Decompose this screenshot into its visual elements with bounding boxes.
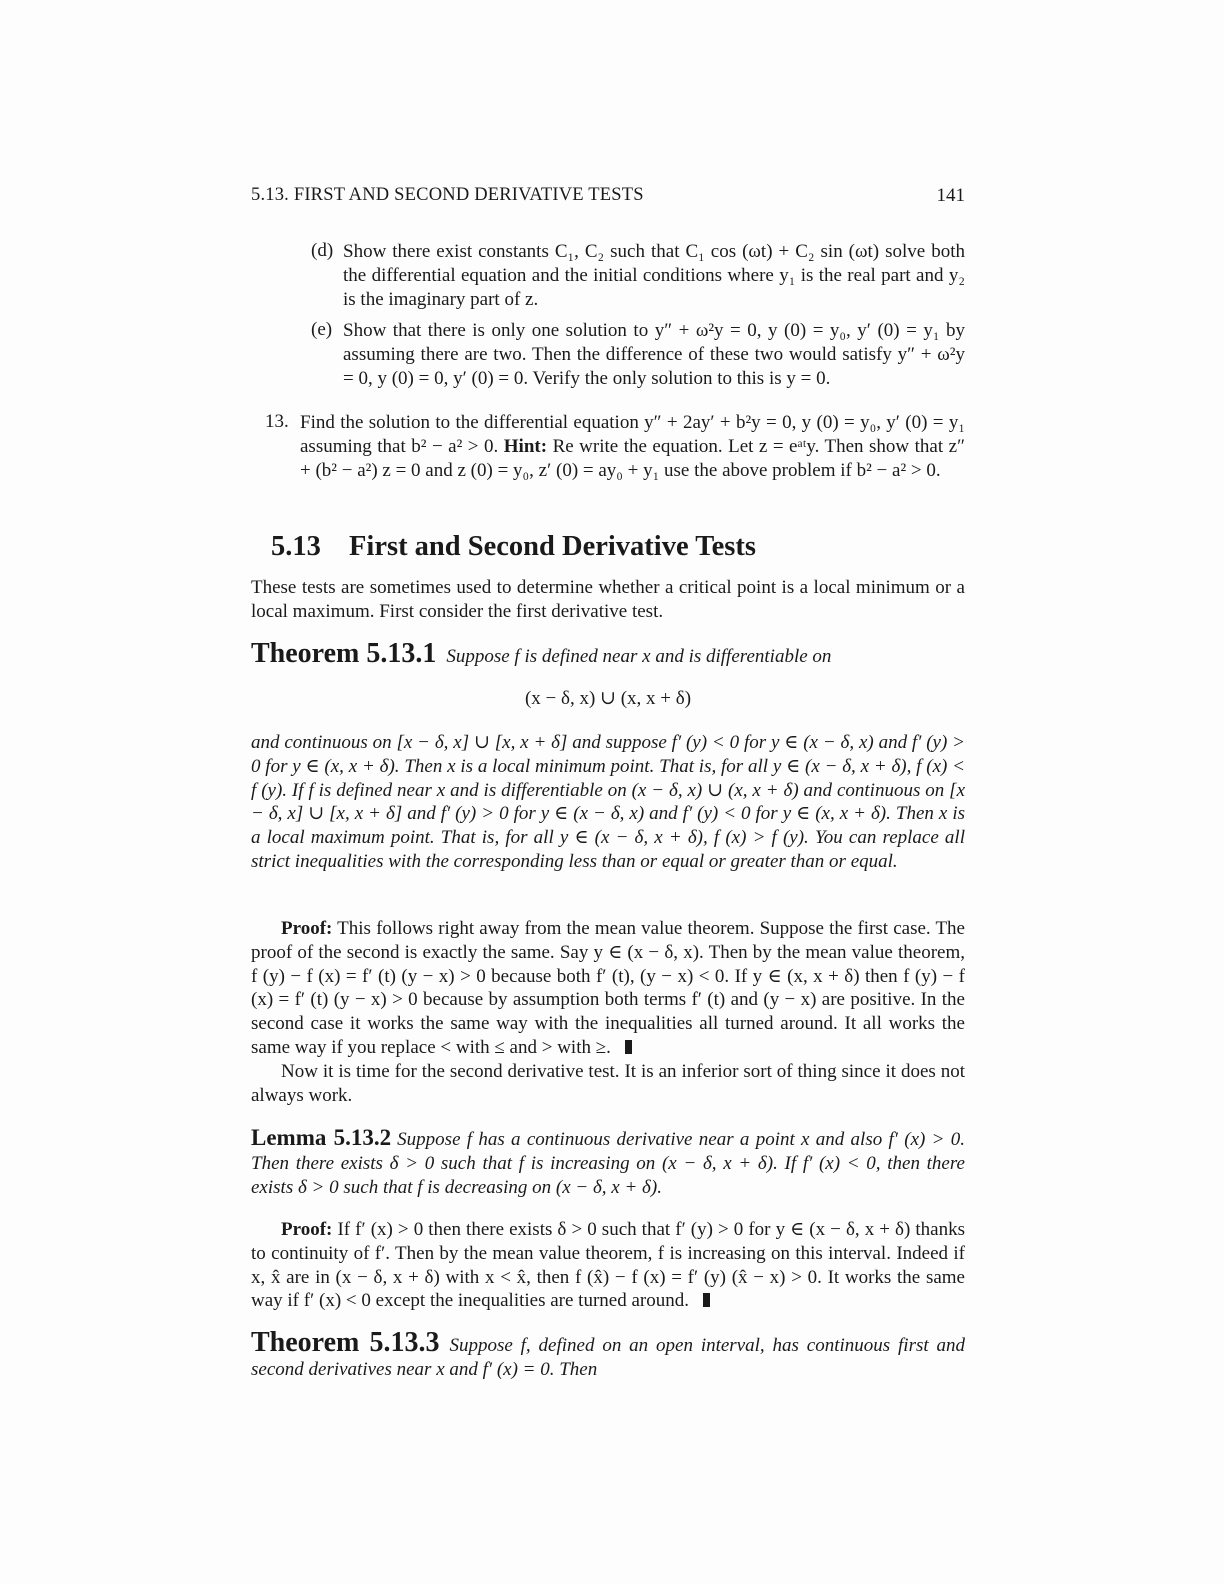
item-e-label: (e) — [311, 319, 333, 340]
qed-mark — [625, 1040, 632, 1054]
qed-mark — [703, 1293, 710, 1307]
section-intro: These tests are sometimes used to determine whether a critical point is a local minimum or a local maximum. First consider the first derivative test. — [251, 577, 965, 622]
proof-2: Proof: If f′ (x) > 0 then there exists δ > 0 such that f′ (y) > 0 for y ∈ (x − δ, x + δ) thanks to continuity of f′. Then by the mean value theorem, f is increasing on this interval. Indeed if x, x̂ are in (x − δ, x + δ) with x < x̂, then f (x̂) − f (x) = f′ (y) (x̂ − x) > 0. It works the same way if f′ (x) < 0 except the inequalities are turned around. — [251, 1219, 966, 1312]
theorem-1-lead: Theorem 5.13.1 Suppose f is defined near x and is differentiable on — [251, 638, 832, 669]
lemma-2: Lemma 5.13.2 Suppose f has a continuous derivative near a point x and also f′ (x) > 0. Then there exists δ > 0 such that f is increasing on (x − δ, x + δ). If f′ (x) < 0, then there exists δ > 0 such that f is decreasing on (x − δ, x + δ). — [251, 1125, 965, 1198]
theorem-3: Theorem 5.13.3 Suppose f, defined on an open interval, has continuous first and second derivatives near x and f′ (x) = 0. Then — [251, 1327, 965, 1380]
theorem-3-title: Theorem 5.13.3 — [251, 1327, 440, 1358]
running-header — [251, 185, 965, 209]
exercise-13-label: 13. — [265, 411, 289, 432]
proof-2-label: Proof: — [281, 1219, 333, 1240]
item-d-text: Show there exist constants C₁, C₂ such that C₁ cos (ωt) + C₂ sin (ωt) solve both the differential equation and the initial conditions where y₁ is the real part and y₂ is the imaginary part of z. — [343, 241, 965, 310]
section-title: First and Second Derivative Tests — [349, 531, 756, 562]
proof-1-label: Proof: — [281, 918, 333, 939]
running-title: 5.13. FIRST AND SECOND DERIVATIVE TESTS — [251, 185, 644, 205]
page-number: 141 — [936, 185, 965, 206]
theorem-1-title: Theorem 5.13.1 — [251, 638, 437, 669]
proof-1: Proof: This follows right away from the mean value theorem. Suppose the first case. The proof of the second is exactly the same. Say y ∈ (x − δ, x). Then by the mean value theorem, f (y) − f (x) = f′ (t) (y − x) > 0 because both f′ (t), (y − x) < 0. If y ∈ (x, x + δ) then f (y) − f (x) = f′ (t) (y − x) > 0 because by assumption both terms f′ (t) and (y − x) are positive. In the second case it works the same way with the inequalities all turned around. It all works the same way if you replace < with ≤ and > with ≥. Now it is time for the second derivative test. It is an inferior sort of thing since it does not always work. — [251, 918, 965, 1106]
proof-1-followup: Now it is time for the second derivative test. It is an inferior sort of thing since it does not always work. — [251, 1060, 965, 1106]
section-number: 5.13 — [271, 531, 321, 562]
hint-label: Hint: — [503, 435, 548, 457]
theorem-1-body: and continuous on [x − δ, x] ∪ [x, x + δ] and suppose f′ (y) < 0 for y ∈ (x − δ, x) and f′ (y) > 0 for y ∈ (x, x + δ). Then x is a local minimum point. That is, for all y ∈ (x − δ, x + δ), f (x) < f (y). If f is defined near x and is differentiable on (x − δ, x) ∪ (x, x + δ) and continuous on [x − δ, x] ∪ [x, x + δ] and f′ (y) > 0 for y ∈ (x − δ, x) and f′ (y) < 0 for y ∈ (x, x + δ). Then x is a local maximum point. That is, for all y ∈ (x − δ, x + δ), f (x) > f (y). You can replace all strict inequalities with the corresponding less than or equal or greater than or equal. — [251, 732, 965, 872]
item-d-label: (d) — [311, 240, 334, 261]
lemma-2-title: Lemma 5.13.2 — [251, 1125, 392, 1150]
exercise-13-text: Find the solution to the differential equation y″ + 2ay′ + b²y = 0, y (0) = y₀, y′ (0) = y₁ assuming that b² − a² > 0. Hint: Re write the equation. Let z = eᵃᵗy. Then show that z″ + (b² − a²) z = 0 and z (0) = y₀, z′ (0) = ay₀ + y₁ use the above problem if b² − a² > 0. — [300, 412, 965, 481]
section-heading — [271, 531, 756, 563]
item-e-text: Show that there is only one solution to y″ + ω²y = 0, y (0) = y₀, y′ (0) = y₁ by assuming there are two. Then the difference of these two would satisfy y″ + ω²y = 0, y (0) = 0, y′ (0) = 0. Verify the only solution to this is y = 0. — [343, 320, 965, 389]
theorem-1-display-formula: (x − δ, x) ∪ (x, x + δ) — [524, 688, 692, 709]
